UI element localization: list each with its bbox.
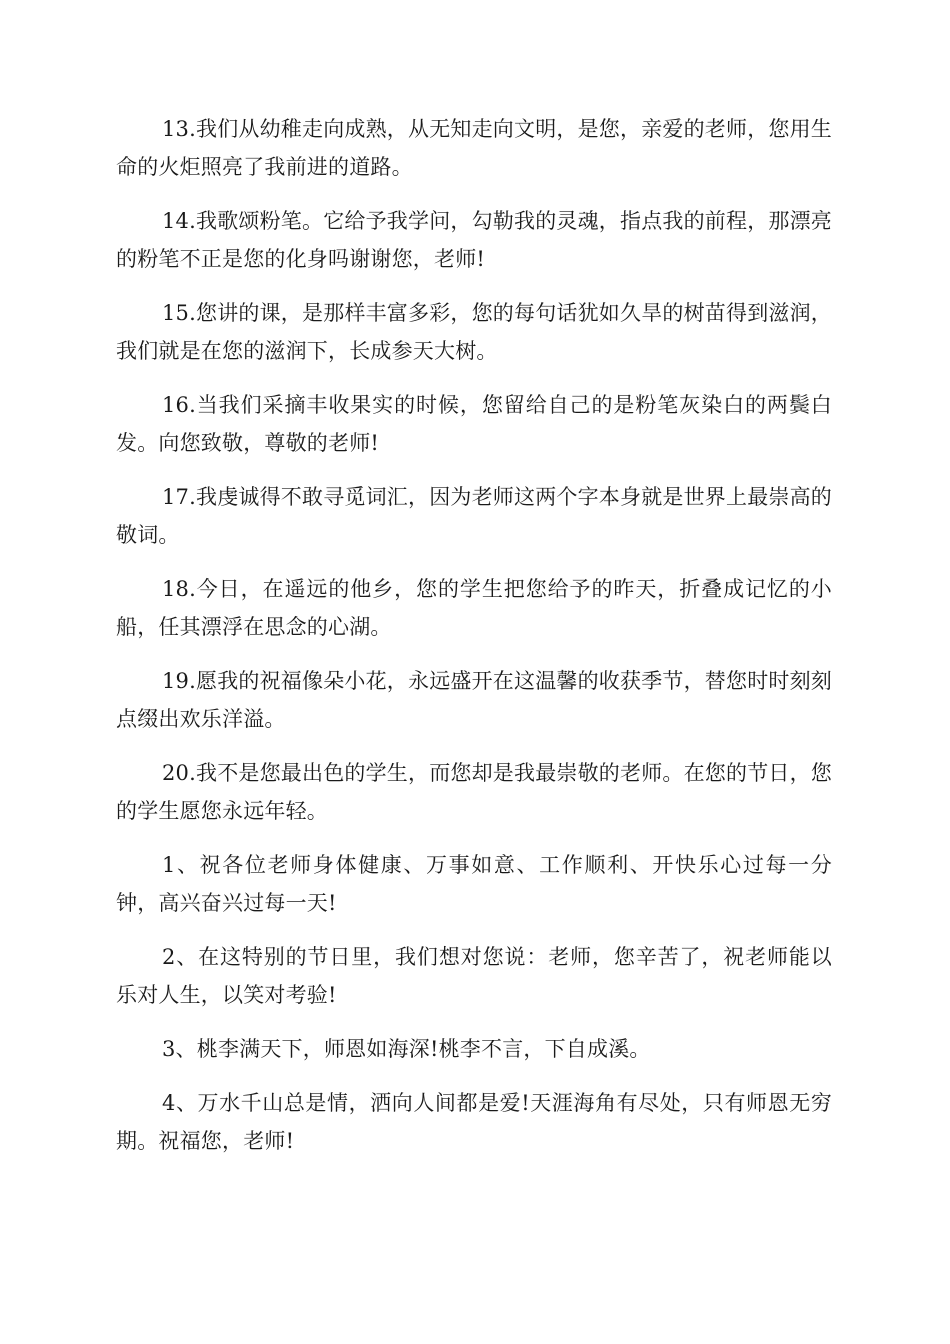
paragraph-3: 3、桃李满天下，师恩如海深!桃李不言，下自成溪。: [162, 1037, 651, 1061]
paragraph-4: 4、万水千山总是情，洒向人间都是爱!天涯海角有尽处，只有师恩无穷期。祝福您，老师!: [116, 1091, 832, 1153]
paragraph-1: 1、祝各位老师身体健康、万事如意、工作顺利、开快乐心过每一分钟，高兴奋兴过每一天!: [116, 853, 832, 915]
paragraph-15: 15.您讲的课，是那样丰富多彩，您的每句话犹如久旱的树苗得到滋润，我们就是在您的滋润下，长成参天大树。: [116, 301, 832, 363]
paragraph-2: 2、在这特别的节日里，我们想对您说：老师，您辛苦了，祝老师能以乐对人生，以笑对考验!: [116, 945, 832, 1007]
paragraph-13: 13.我们从幼稚走向成熟，从无知走向文明，是您，亲爱的老师，您用生命的火炬照亮了我前进的道路。: [116, 117, 832, 179]
paragraph-20: 20.我不是您最出色的学生，而您却是我最崇敬的老师。在您的节日，您的学生愿您永远年轻。: [116, 761, 832, 823]
paragraph-18: 18.今日，在遥远的他乡，您的学生把您给予的昨天，折叠成记忆的小船，任其漂浮在思念的心湖。: [116, 577, 832, 639]
paragraph-17: 17.我虔诚得不敢寻觅词汇，因为老师这两个字本身就是世界上最崇高的敬词。: [116, 485, 832, 547]
paragraph-16: 16.当我们采摘丰收果实的时候，您留给自己的是粉笔灰染白的两鬓白发。向您致敬，尊敬的老师!: [116, 393, 832, 455]
paragraph-19: 19.愿我的祝福像朵小花，永远盛开在这温馨的收获季节，替您时时刻刻点缀出欢乐洋溢。: [116, 669, 832, 731]
paragraph-14: 14.我歌颂粉笔。它给予我学问，勾勒我的灵魂，指点我的前程，那漂亮的粉笔不正是您的化身吗谢谢您，老师!: [116, 209, 832, 271]
